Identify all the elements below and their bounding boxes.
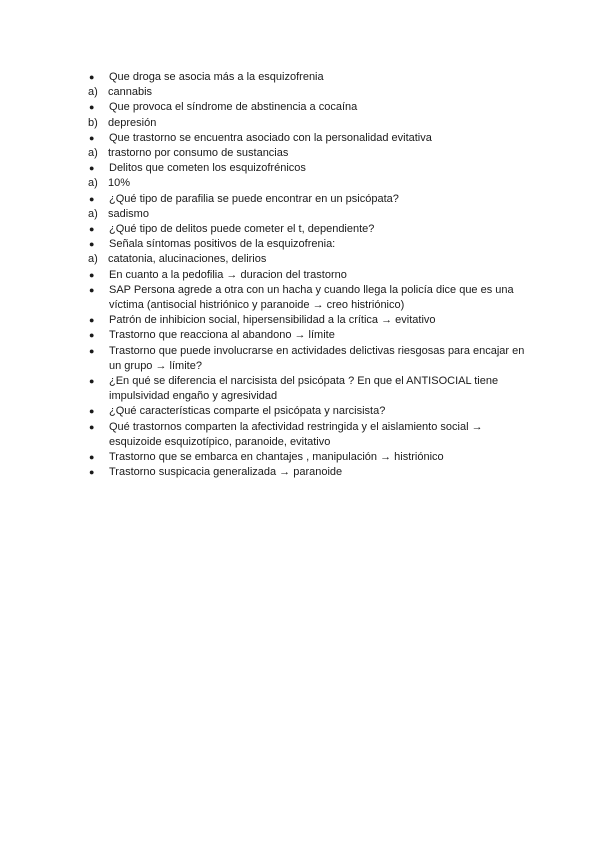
question-text: ¿Qué tipo de delitos puede cometer el t, dependiente? (109, 223, 375, 236)
bullet-marker: ● (89, 224, 95, 235)
answer-text: trastorno por consumo de sustancias (108, 147, 289, 160)
list-item (88, 207, 528, 222)
notes-list (88, 70, 528, 480)
answer-marker: a) (88, 253, 98, 266)
question-text: ¿Qué tipo de parafilia se puede encontrar en un psicópata? (109, 192, 399, 205)
list-item (88, 161, 528, 176)
list-item (88, 131, 528, 146)
answer-marker: a) (88, 207, 98, 220)
bullet-marker: ● (89, 421, 95, 432)
question-text: Delitos que cometen los esquizofrénicos (109, 162, 306, 175)
list-item (88, 100, 528, 115)
list-item (88, 252, 528, 267)
list-item (88, 192, 528, 207)
list-item (88, 70, 528, 85)
bullet-marker: ● (89, 315, 95, 326)
list-item (88, 420, 528, 450)
answer-marker: a) (88, 86, 98, 99)
list-item (88, 237, 528, 252)
question-text: Qué trastornos comparten la afectividad restringida y el aislamiento social → esquizoide esquizotípico, paranoide, evitativo (109, 420, 483, 448)
bullet-marker: ● (89, 330, 95, 341)
bullet-marker: ● (89, 72, 95, 82)
bullet-marker: ● (89, 345, 95, 356)
bullet-marker: ● (89, 239, 95, 250)
bullet-marker: ● (89, 376, 95, 387)
list-item (88, 116, 528, 131)
answer-marker: a) (88, 147, 98, 160)
question-text: Que droga se asocia más a la esquizofrenia (109, 71, 324, 83)
question-text: Que trastorno se encuentra asociado con la personalidad evitativa (109, 131, 432, 144)
list-item (88, 465, 528, 480)
list-item (88, 283, 528, 313)
list-item (88, 344, 528, 374)
list-item (88, 176, 528, 191)
bullet-marker: ● (89, 406, 95, 417)
bullet-marker: ● (89, 452, 95, 463)
question-text: Que provoca el síndrome de abstinencia a cocaína (109, 101, 358, 114)
question-text: SAP Persona agrede a otra con un hacha y cuando llega la policía dice que es una víctima (antisocial histriónico y paranoide → creo histriónico) (109, 283, 514, 312)
bullet-marker: ● (89, 284, 95, 295)
list-item (88, 374, 528, 404)
answer-text: cannabis (108, 86, 153, 99)
bullet-marker: ● (89, 269, 95, 280)
list-item (88, 85, 528, 100)
list-item (88, 328, 528, 343)
answer-marker: a) (88, 177, 98, 190)
bullet-marker: ● (89, 102, 95, 113)
answer-text: depresión (108, 116, 157, 129)
list-item (88, 146, 528, 161)
answer-text: sadismo (108, 207, 149, 220)
answer-text: catatonia, alucinaciones, delirios (108, 253, 267, 266)
question-text: Señala síntomas positivos de la esquizofrenia: (109, 238, 336, 251)
question-text: En cuanto a la pedofilia → duracion del trastorno (109, 268, 347, 281)
list-item (88, 222, 528, 237)
question-text: ¿Qué características comparte el psicópata y narcisista? (109, 405, 386, 418)
list-item (88, 268, 528, 283)
bullet-marker: ● (89, 163, 95, 174)
question-text: Trastorno suspicacia generalizada → paranoide (109, 466, 343, 479)
question-text: ¿En qué se diferencia el narcisista del psicópata ? En que el ANTISOCIAL tiene impulsividad engaño y agresividad (109, 375, 499, 403)
bullet-marker: ● (89, 467, 95, 478)
question-text: Patrón de inhibicion social, hipersensibilidad a la crítica → evitativo (109, 314, 436, 327)
answer-marker: b) (88, 116, 98, 129)
list-item (88, 313, 528, 328)
bullet-marker: ● (89, 193, 95, 204)
list-item (88, 450, 528, 465)
question-text: Trastorno que se embarca en chantajes , manipulación → histriónico (109, 451, 444, 464)
list-item (88, 404, 528, 419)
question-text: Trastorno que puede involucrarse en actividades delictivas riesgosas para encajar en un grupo → límite? (109, 344, 525, 372)
answer-text: 10% (108, 177, 131, 190)
question-text: Trastorno que reacciona al abandono → límite (109, 329, 335, 342)
bullet-marker: ● (89, 132, 95, 143)
